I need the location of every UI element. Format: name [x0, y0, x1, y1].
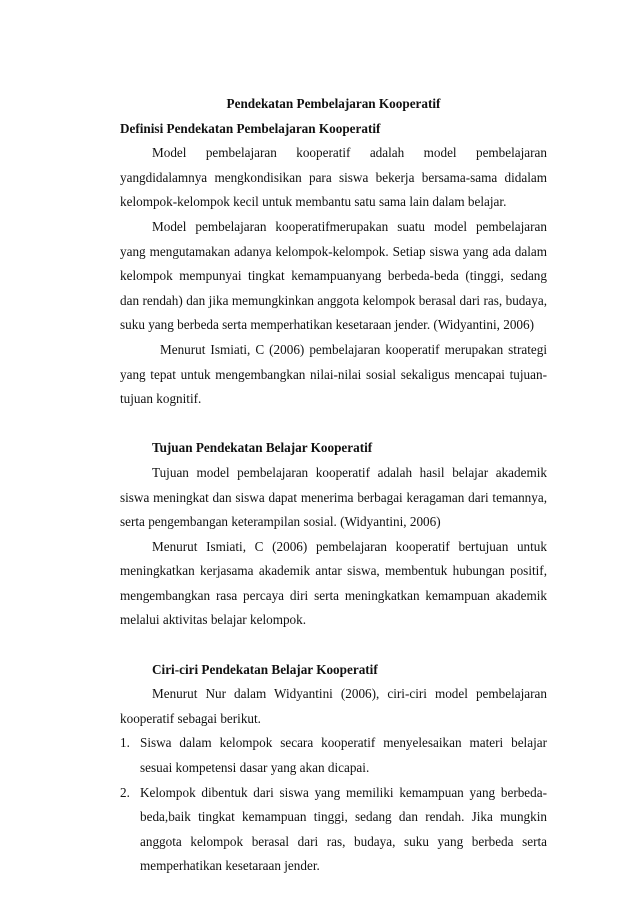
list-number: 2. — [120, 784, 130, 800]
list-item — [120, 781, 547, 879]
section-heading-tujuan: Tujuan Pendekatan Belajar Kooperatif — [152, 440, 373, 456]
list-text: Kelompok dibentuk dari siswa yang memiliki kemampuan yang berbeda-beda,baik tingkat kemampuan tinggi, sedang dan rendah. Jika mungkin anggota kelompok berasal dari ras, budaya, suku yang berbeda serta memperhatikan kesetaraan jender. — [140, 784, 547, 874]
document-page — [120, 92, 547, 879]
paragraph: Menurut Ismiati, C (2006) pembelajaran kooperatif merupakan strategi yang tepat untuk mengembangkan nilai-nilai sosial sekaligus mencapai tujuan-tujuan kognitif. — [120, 341, 547, 407]
list-item — [120, 731, 547, 780]
paragraph: Model pembelajaran kooperatif adalah model pembelajaran yangdidalamnya mengkondisikan para siswa bekerja bersama-sama didalam kelompok-kelompok kecil untuk membantu satu sama lain dalam belajar. — [120, 145, 547, 210]
paragraph: Model pembelajaran kooperatifmerupakan suatu model pembelajaran yang mengutamakan adanya kelompok-kelompok. Setiap siswa yang ada dalam kelompok mempunyai tingkat kemampuanyang berbeda-beda (tinggi, sedang dan rendah) dan jika memungkinkan anggota kelompok berasal dari ras, budaya, suku yang berbeda serta memperhatikan kesetaraan jender. (Widyantini, 2006) — [120, 218, 547, 333]
spacer — [120, 633, 547, 658]
list-text: Siswa dalam kelompok secara kooperatif menyelesaikan materi belajar sesuai kompetensi dasar yang akan dicapai. — [140, 735, 547, 776]
paragraph: Tujuan model pembelajaran kooperatif adalah hasil belajar akademik siswa meningkat dan siswa dapat menerima berbagai keragaman dari temannya, serta pengembangan keterampilan sosial. (Widyantini, 2006) — [120, 464, 547, 530]
paragraph: Menurut Ismiati, C (2006) pembelajaran kooperatif bertujuan untuk meningkatkan kerjasama akademik antar siswa, membentuk hubungan positif, mengembangkan rasa percaya diri serta meningkatkan kemampuan akademik melalui aktivitas belajar kelompok. — [120, 538, 547, 628]
section-heading-definisi: Definisi Pendekatan Pembelajaran Kooperatif — [120, 120, 381, 136]
paragraph: Menurut Nur dalam Widyantini (2006), ciri-ciri model pembelajaran kooperatif sebagai berikut. — [120, 686, 547, 726]
spacer — [120, 412, 547, 437]
list-number: 1. — [120, 735, 130, 751]
section-heading-ciri-ciri: Ciri-ciri Pendekatan Belajar Kooperatif — [152, 661, 378, 677]
document-title: Pendekatan Pembelajaran Kooperatif — [226, 96, 441, 111]
